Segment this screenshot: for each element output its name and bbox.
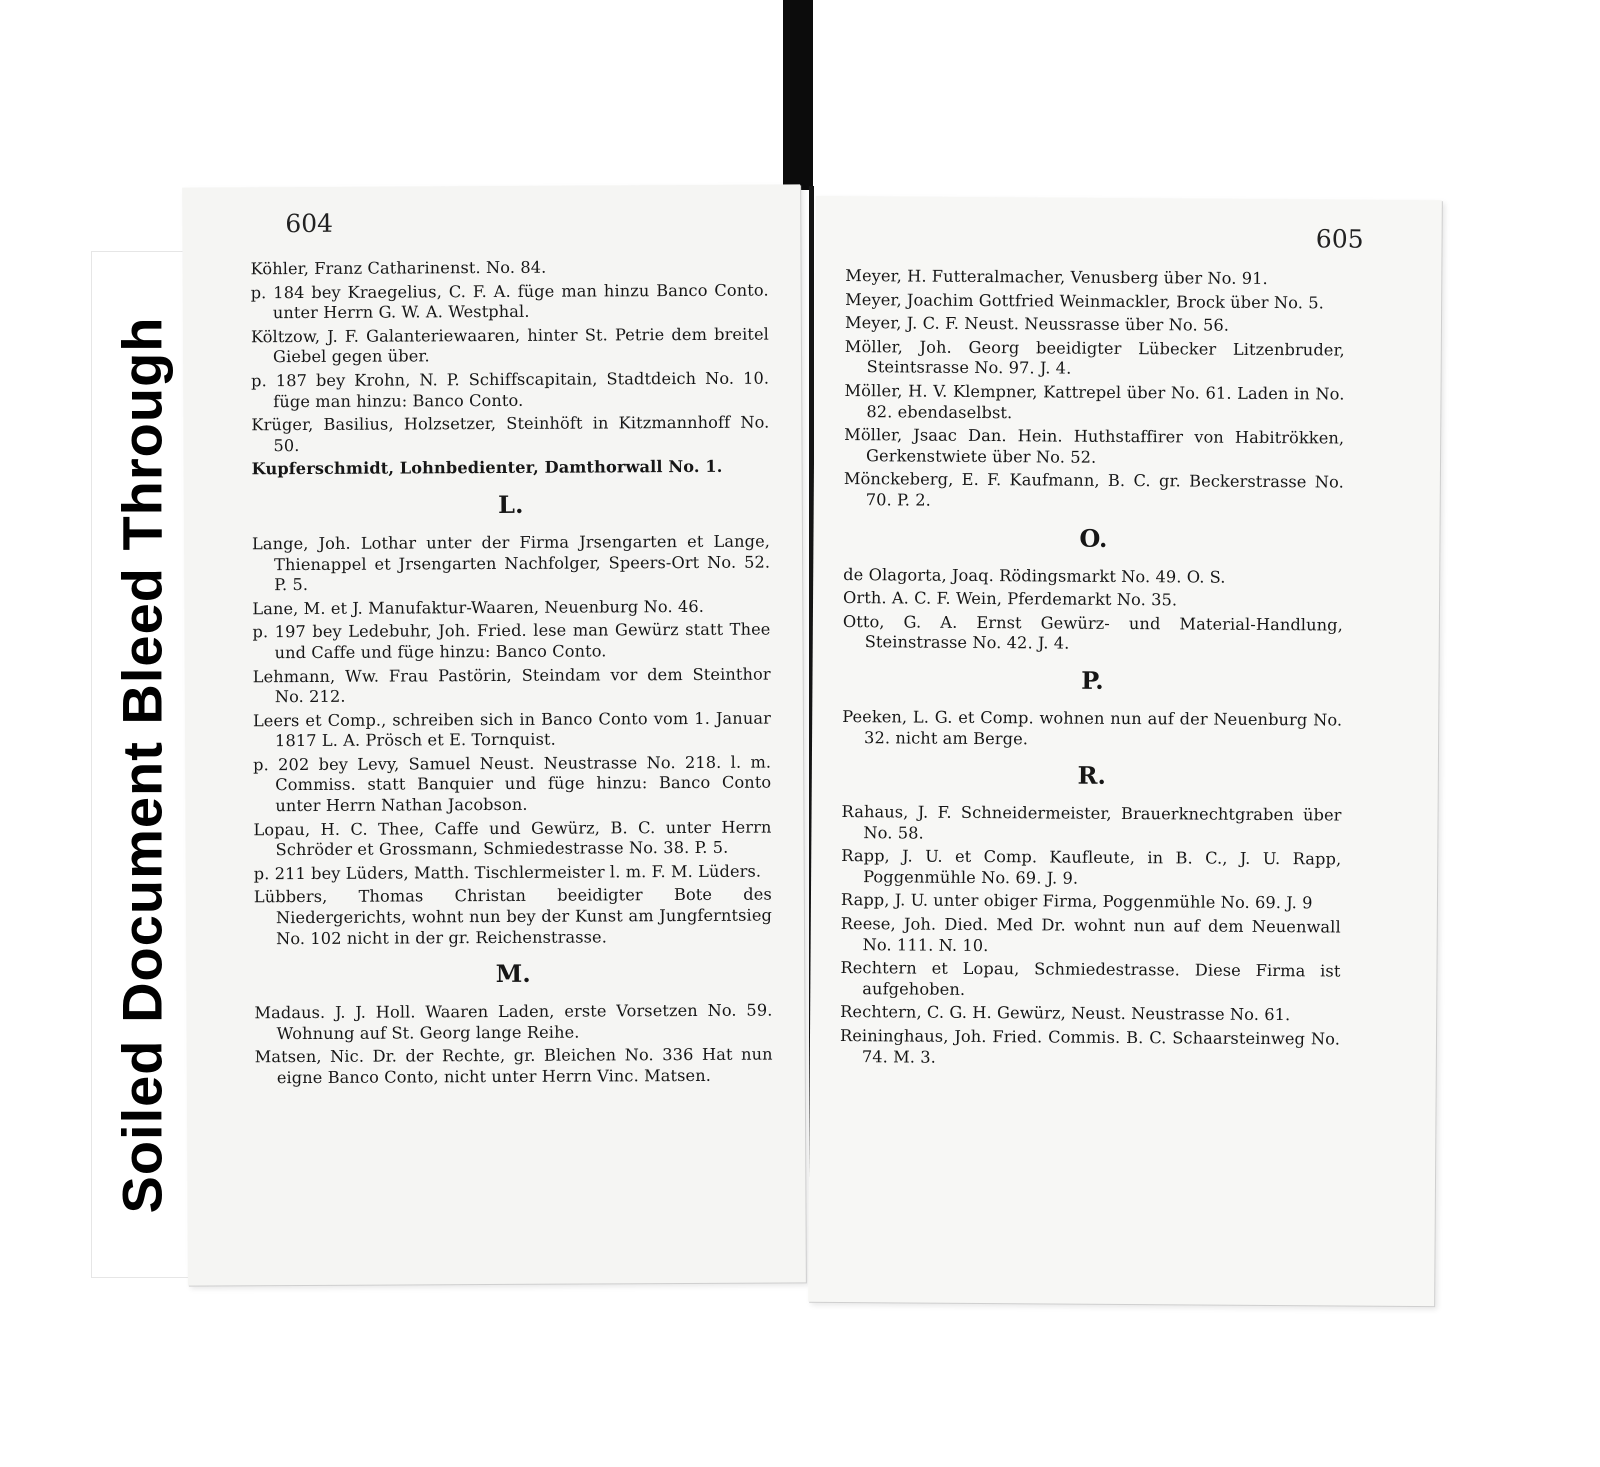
left-page-entries (251, 257, 773, 1092)
right-page (808, 196, 1442, 1306)
directory-entry: Lehmann, Ww. Frau Pastörin, Steindam vor dem Steinthor No. 212. (252, 664, 771, 707)
directory-entry: Otto, G. A. Ernst Gewürz- und Material-Handlung, Steinstrasse No. 42. J. 4. (842, 611, 1343, 653)
directory-entry: de Olagorta, Joaq. Rödingsmarkt No. 49. O. S. (843, 564, 1226, 587)
directory-entry: Kupferschmidt, Lohnbedienter, Damthorwall No. 1. (251, 457, 723, 479)
directory-entry: Krüger, Basilius, Holzsetzer, Steinhöft in Kitzmannhoff No. 50. (251, 412, 770, 455)
section-letter: O. (1079, 523, 1108, 553)
directory-entry: Meyer, Joachim Gottfried Weinmackler, Brock über No. 5. (845, 289, 1324, 312)
directory-entry: Rapp, J. U. unter obiger Firma, Poggenmühle No. 69. J. 9 (840, 890, 1313, 913)
left-page-number: 604 (285, 208, 334, 239)
section-letter: M. (495, 959, 531, 989)
right-page-entries (840, 266, 1346, 1074)
right-page-number: 605 (1315, 224, 1364, 254)
directory-entry: Lopau, H. C. Thee, Caffe und Gewürz, B. C. unter Herrn Schröder et Grossmann, Schmiedestrasse No. 38. P. 5. (253, 817, 772, 860)
directory-entry: Mönckeberg, E. F. Kaufmann, B. C. gr. Beckerstrasse No. 70. P. 2. (843, 469, 1344, 510)
directory-entry: Reese, Joh. Died. Med Dr. wohnt nun auf dem Neuenwall No. 111. N. 10. (840, 914, 1341, 955)
directory-entry: Rechtern, C. G. H. Gewürz, Neust. Neustrasse No. 61. (840, 1002, 1291, 1025)
directory-entry: Lane, M. et J. Manufaktur-Waaren, Neuenburg No. 46. (252, 596, 705, 618)
directory-entry: p. 187 bey Krohn, N. P. Schiffscapitain, Stadtdeich No. 10. füge man hinzu: Banco Conto. (251, 368, 770, 411)
directory-entry: Matsen, Nic. Dr. der Rechte, gr. Bleichen No. 336 Hat nun eigne Banco Conto, nicht unter Herrn Vinc. Matsen. (254, 1044, 773, 1088)
directory-entry: Rechtern et Lopau, Schmiedestrasse. Diese Firma ist aufgehoben. (840, 958, 1341, 999)
directory-entry: Reininghaus, Joh. Fried. Commis. B. C. Schaarsteinweg No. 74. M. 3. (839, 1026, 1341, 1067)
directory-entry: Orth. A. C. F. Wein, Pferdemarkt No. 35. (842, 588, 1178, 610)
directory-entry: Madaus. J. J. Holl. Waaren Laden, erste Vorsetzen No. 59. Wohnung auf St. Georg lange Reihe. (254, 1000, 773, 1043)
section-letter: P. (1081, 665, 1104, 695)
directory-entry: Köhler, Franz Catharinenst. No. 84. (250, 257, 547, 279)
directory-entry: p. 211 bey Lüders, Matth. Tischlermeister l. m. F. M. Lüders. (253, 861, 762, 884)
directory-entry: Peeken, L. G. et Comp. wohnen nun auf der Neuenburg No. 32. nicht am Berge. (842, 706, 1343, 748)
directory-entry: p. 202 bey Levy, Samuel Neust. Neustrasse No. 218. l. m. Commiss. statt Banquier und füge hinzu: Banco Conto unter Herrn Nathan Jacobson. (253, 752, 772, 816)
side-label-panel (92, 252, 192, 1277)
directory-entry: Möller, H. V. Klempner, Kattrepel über No. 61. Laden in No. 82. ebendaselbst. (844, 381, 1345, 422)
directory-entry: p. 184 bey Kraegelius, C. F. A. füge man hinzu Banco Conto. unter Herrn G. W. A. Westphal. (250, 280, 769, 323)
directory-entry: Meyer, H. Futteralmacher, Venusberg über No. 91. (845, 266, 1268, 288)
directory-entry: p. 197 bey Ledebuhr, Joh. Fried. lese man Gewürz statt Thee und Caffe und füge hinzu: Banco Conto. (252, 619, 771, 663)
document-label: Soiled Document Bleed Through (110, 315, 174, 1214)
directory-entry: Rahaus, J. F. Schneidermeister, Brauerknechtgraben über No. 58. (841, 802, 1342, 843)
directory-entry: Meyer, J. C. F. Neust. Neussrasse über No. 56. (844, 313, 1230, 335)
directory-entry: Möller, Joh. Georg beeidigter Lübecker Litzenbruder, Steintsrasse No. 97. J. 4. (844, 336, 1345, 378)
section-letter: L. (497, 489, 524, 519)
section-letter: R. (1077, 760, 1107, 790)
directory-entry: Költzow, J. F. Galanteriewaaren, hinter St. Petrie dem breitel Giebel gegen über. (250, 324, 769, 367)
directory-entry: Lübbers, Thomas Christan beeidigter Bote des Niedergerichts, wohnt nun bey der Kunst am Jungferntsieg No. 102 nicht in der gr. Reichenstrasse. (253, 884, 772, 948)
left-page (182, 184, 806, 1285)
directory-entry: Leers et Comp., schreiben sich in Banco Conto vom 1. Januar 1817 L. A. Prösch et E. Tornquist. (252, 708, 771, 751)
binding-strip (783, 0, 813, 190)
directory-entry: Lange, Joh. Lothar unter der Firma Jrsengarten et Lange, Thienappel et Jrsengarten Nachfolger, Speers-Ort No. 52. P. 5. (251, 531, 771, 595)
directory-entry: Möller, Jsaac Dan. Hein. Huthstaffirer von Habitrökken, Gerkenstwiete über No. 52. (844, 425, 1345, 467)
directory-entry: Rapp, J. U. et Comp. Kaufleute, in B. C., J. U. Rapp, Poggenmühle No. 69. J. 9. (841, 846, 1342, 888)
